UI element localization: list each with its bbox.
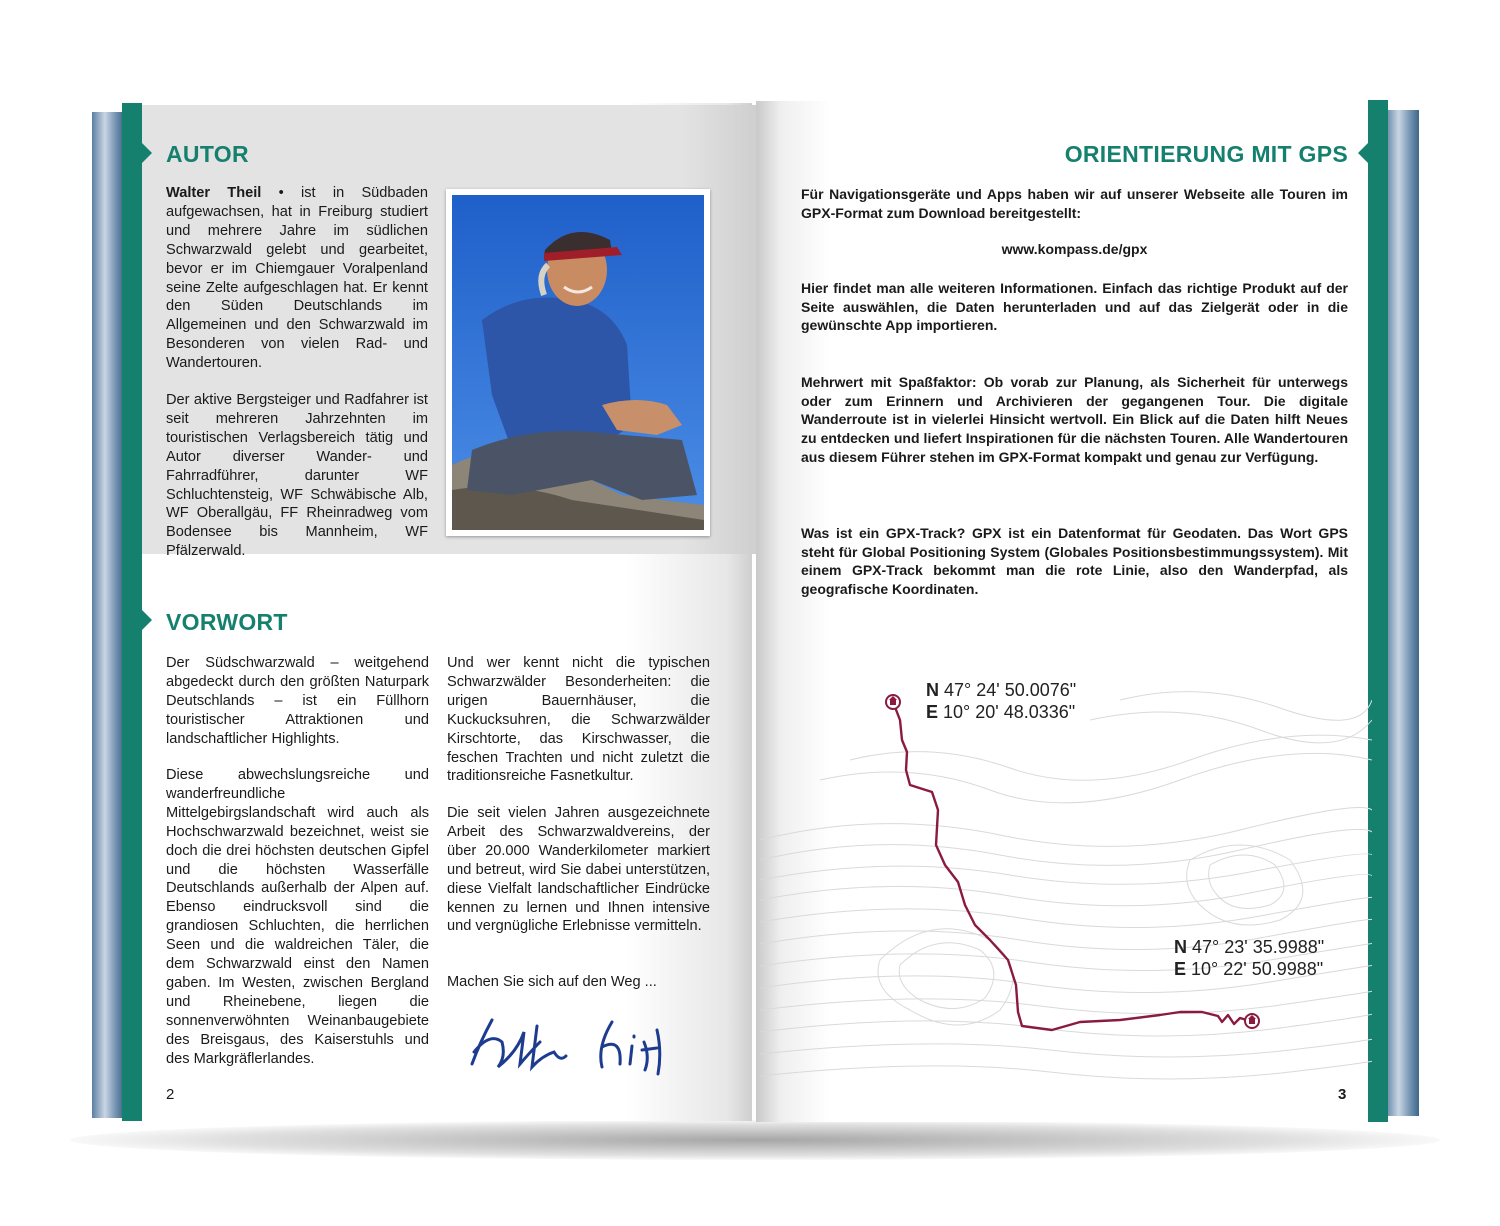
gps-url: www.kompass.de/gpx — [1001, 241, 1148, 257]
author-name: Walter Theil — [166, 185, 262, 201]
start-n-label: N — [926, 680, 939, 700]
end-n-value: 47° 23' 35.9988" — [1192, 937, 1325, 957]
right-page-number: 3 — [1338, 1086, 1347, 1103]
book-shadow — [70, 1120, 1440, 1160]
foreword-heading-marker — [142, 610, 152, 630]
author-bio-2: Der aktive Bergsteiger und Radfahrer ist seit mehreren Jahrzehnten im touristischen Verlagsbereich tätig und Autor diverser Wander- und Fahrradführer, darunter WF Schluchtensteig, WF Schwäbische Alb, WF Oberallgäu, FF Rheinradweg vom Bodensee bis Mannheim, WF Pfälzerwald. — [166, 392, 428, 560]
author-bio-1 — [166, 184, 428, 373]
start-marker-icon — [886, 695, 900, 709]
right-page-edges — [1385, 110, 1419, 1116]
author-photo — [446, 189, 710, 536]
gps-paragraph-1: Für Navigationsgeräte und Apps haben wir auf unserer Webseite alle Touren im GPX-Format zum Download bereitgestellt: — [801, 186, 1348, 221]
foreword-col2-p1: Und wer kennt nicht die typischen Schwarzwälder Besonderheiten: die urigen Bauernhäuser, die Kuckucksuhren, die Schwarzwälder Kirschtorte, das Kirschwasser, die feschen Trachten und nicht zuletzt die traditionsreiche Fasnetkultur. — [447, 655, 710, 785]
left-teal-strip — [122, 103, 142, 1121]
end-coordinates — [1174, 936, 1324, 980]
foreword-heading: VORWORT — [166, 609, 288, 635]
author-signature — [462, 1012, 692, 1082]
author-heading: AUTOR — [166, 141, 249, 167]
foreword-col1-p2: Diese abwechslungsreiche und wanderfreundliche Mittelgebirgslandschaft wird auch als Hochschwarzwald bezeichnet, weist sie doch die drei höchsten deutschen Gipfel und die höchsten Wasserfälle Deutschlands außerhalb der Alpen auf. Ebenso eindrucksvoll sind die grandiosen Schluchten, die herrlichen Seen und die waldreichen Täler, die dem Schwarzwald einst den Namen gaben. Im Westen, zwischen Bergland und Rheinebene, liegen die sonnenverwöhnten Weinanbaugebiete des Breisgaus, des Kaiserstuhls und des Markgräflerlandes. — [166, 767, 429, 1067]
left-page-edges — [92, 112, 124, 1118]
end-marker-icon — [1245, 1014, 1259, 1028]
gps-track-map — [760, 660, 1372, 1090]
gps-paragraph-3: Mehrwert mit Spaßfaktor: Ob vorab zur Planung, als Sicherheit für unterwegs oder zum Erinnern und Archivieren der gegangenen Tour. Die digitale Wanderroute ist in vielerlei Hinsicht wertvoll. Ein Blick auf die Daten hilft Neues zu entdecken und liefert Inspirationen für die nächsten Touren. Alle Wandertouren aus diesem Führer stehen im GPX-Format kompakt und genau zur Verfügung. — [801, 374, 1348, 465]
author-photo-icon — [452, 195, 704, 530]
foreword-col1-p1: Der Südschwarzwald – weitgehend abgedeckt durch den größten Naturpark Deutschlands – ist ein Füllhorn touristischer Attraktionen und landschaftlicher Highlights. — [166, 655, 429, 747]
foreword-col2-p3: Machen Sie sich auf den Weg ... — [447, 974, 657, 990]
start-coordinates — [926, 679, 1076, 723]
start-n-value: 47° 24' 50.0076" — [944, 680, 1077, 700]
author-bio-1-text: • ist in Südbaden aufgewachsen, hat in Freiburg studiert und mehrere Jahre im südlichen Schwarzwald gelebt und gearbeitet, bevor er im Chiemgauer Voralpenland seine Zelte aufgeschlagen hat. Er kennt den Süden Deutschlands im Allgemeinen und den Schwarzwald im Besonderen von vielen Rad- und Wandertouren. — [166, 185, 428, 372]
gps-paragraph-4: Was ist ein GPX-Track? GPX ist ein Datenformat für Geodaten. Das Wort GPS steht für Global Positioning System (Globales Positionsbestimmungssystem). Mit einem GPX-Track bekommt man die rote Linie, also den Wanderpfad, als geografische Koordinaten. — [801, 525, 1348, 598]
foreword-col2-p2: Die seit vielen Jahren ausgezeichnete Arbeit des Schwarzwaldvereins, der über 20.000 Wanderkilometer markiert und betreut, wird Sie dabei unterstützen, diese Vielfalt landschaftlicher Eindrücke kennen zu lernen und Ihnen intensive und vergnügliche Erlebnisse vermitteln. — [447, 805, 710, 935]
gps-paragraph-2: Hier findet man alle weiteren Informationen. Einfach das richtige Produkt auf der Seite auswählen, die Daten herunterladen und auf das Zielgerät oder in die gewünschte App importieren. — [801, 280, 1348, 334]
end-e-label: E — [1174, 959, 1187, 979]
end-n-label: N — [1174, 937, 1187, 957]
gps-heading: ORIENTIERUNG MIT GPS — [1064, 141, 1348, 167]
author-heading-marker — [142, 143, 152, 163]
left-page-number: 2 — [166, 1086, 175, 1103]
start-e-label: E — [926, 702, 939, 722]
start-e-value: 10° 20' 48.0336" — [943, 702, 1076, 722]
gps-heading-marker — [1358, 143, 1368, 163]
end-e-value: 10° 22' 50.9988" — [1191, 959, 1324, 979]
